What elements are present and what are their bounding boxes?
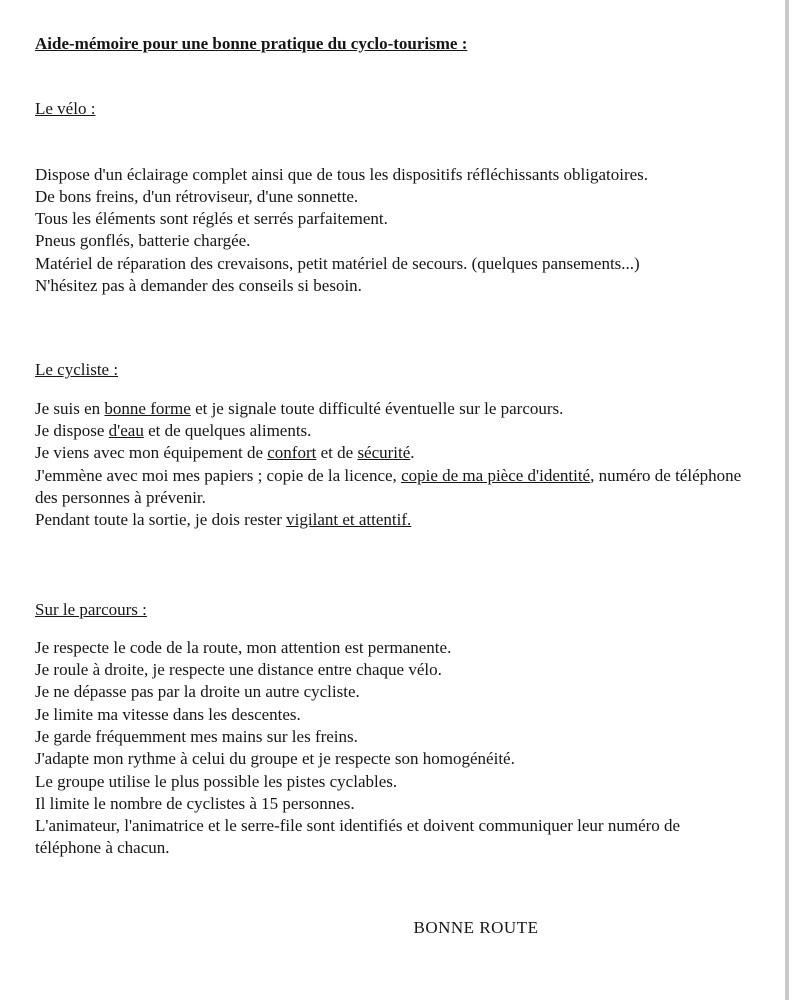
document-title: Aide-mémoire pour une bonne pratique du cyclo-tourisme : — [35, 34, 468, 53]
text-segment: Dispose d'un éclairage complet ainsi que de tous les dispositifs réfléchissants obligatoires. — [35, 164, 649, 184]
text-segment: Je roule à droite, je respecte une distance entre chaque vélo. — [35, 660, 442, 680]
text-line — [35, 465, 745, 510]
text-segment: et je signale toute difficulté éventuelle sur le parcours. — [190, 398, 564, 418]
text-segment: Je respecte le code de la route, mon attention est permanente. — [35, 637, 452, 657]
text-segment: L'animateur, l'animatrice et le serre-file sont identifiés et doivent communiquer leur numéro de téléphone à chacun. — [35, 816, 681, 858]
text-segment: et de quelques aliments. — [143, 420, 312, 440]
text-line — [35, 748, 745, 770]
underlined-text: sécurité — [357, 443, 411, 463]
text-line — [35, 208, 745, 230]
text-line — [35, 164, 745, 186]
text-segment: De bons freins, d'un rétroviseur, d'une sonnette. — [35, 186, 359, 206]
section-heading-sur-le-parcours: Sur le parcours : — [35, 600, 147, 620]
section-heading-le-velo: Le vélo : — [35, 99, 96, 119]
text-segment: Je suis en — [35, 398, 105, 418]
section-body-le-velo — [35, 164, 745, 298]
text-segment: Je ne dépasse pas par la droite un autre cycliste. — [35, 682, 360, 702]
underlined-text: vigilant et attentif. — [286, 510, 412, 530]
text-segment: . — [410, 443, 415, 463]
section-le-cycliste — [35, 359, 745, 531]
section-body-le-cycliste — [35, 398, 745, 532]
page-edge-line — [785, 0, 789, 1000]
section-sur-le-parcours — [35, 599, 745, 859]
text-line — [35, 726, 745, 748]
text-line — [35, 442, 745, 464]
text-line — [35, 253, 745, 275]
text-segment: Je viens avec mon équipement de — [35, 443, 268, 463]
text-segment: Je garde fréquemment mes mains sur les freins. — [35, 726, 358, 746]
underlined-text: copie de ma pièce d'identité — [401, 465, 591, 485]
text-line — [35, 186, 745, 208]
text-line — [35, 793, 745, 815]
closing-text: BONNE ROUTE — [413, 917, 539, 937]
text-segment: Pendant toute la sortie, je dois rester — [35, 510, 287, 530]
text-line — [35, 704, 745, 726]
text-line — [35, 771, 745, 793]
text-segment: Je dispose — [35, 420, 109, 440]
text-segment: J'adapte mon rythme à celui du groupe et je respecte son homogénéité. — [35, 749, 515, 769]
text-line — [35, 420, 745, 442]
text-segment: Tous les éléments sont réglés et serrés parfaitement. — [35, 209, 388, 229]
section-le-velo — [35, 98, 745, 297]
document-page — [35, 0, 745, 939]
text-line — [35, 398, 745, 420]
text-line — [35, 275, 745, 297]
underlined-text: d'eau — [108, 420, 144, 440]
text-line — [35, 637, 745, 659]
text-segment: Matériel de réparation des crevaisons, petit matériel de secours. (quelques pansements...) — [35, 253, 640, 273]
text-segment: J'emmène avec moi mes papiers ; copie de la licence, — [35, 465, 402, 485]
text-line — [35, 509, 745, 531]
text-segment: Je limite ma vitesse dans les descentes. — [35, 704, 301, 724]
text-segment: Le groupe utilise le plus possible les pistes cyclables. — [35, 771, 398, 791]
text-segment: Il limite le nombre de cyclistes à 15 personnes. — [35, 793, 355, 813]
section-heading-le-cycliste: Le cycliste : — [35, 360, 119, 380]
text-line — [35, 681, 745, 703]
text-segment: N'hésitez pas à demander des conseils si besoin. — [35, 276, 362, 296]
text-segment: et de — [316, 443, 358, 463]
text-segment: Pneus gonflés, batterie chargée. — [35, 231, 251, 251]
text-segment: , numéro de téléphone des personnes à prévenir. — [35, 465, 742, 507]
underlined-text: confort — [267, 443, 317, 463]
section-body-sur-le-parcours — [35, 637, 745, 860]
text-line — [35, 659, 745, 681]
text-line — [35, 815, 745, 860]
underlined-text: bonne forme — [104, 398, 191, 418]
text-line — [35, 230, 745, 252]
